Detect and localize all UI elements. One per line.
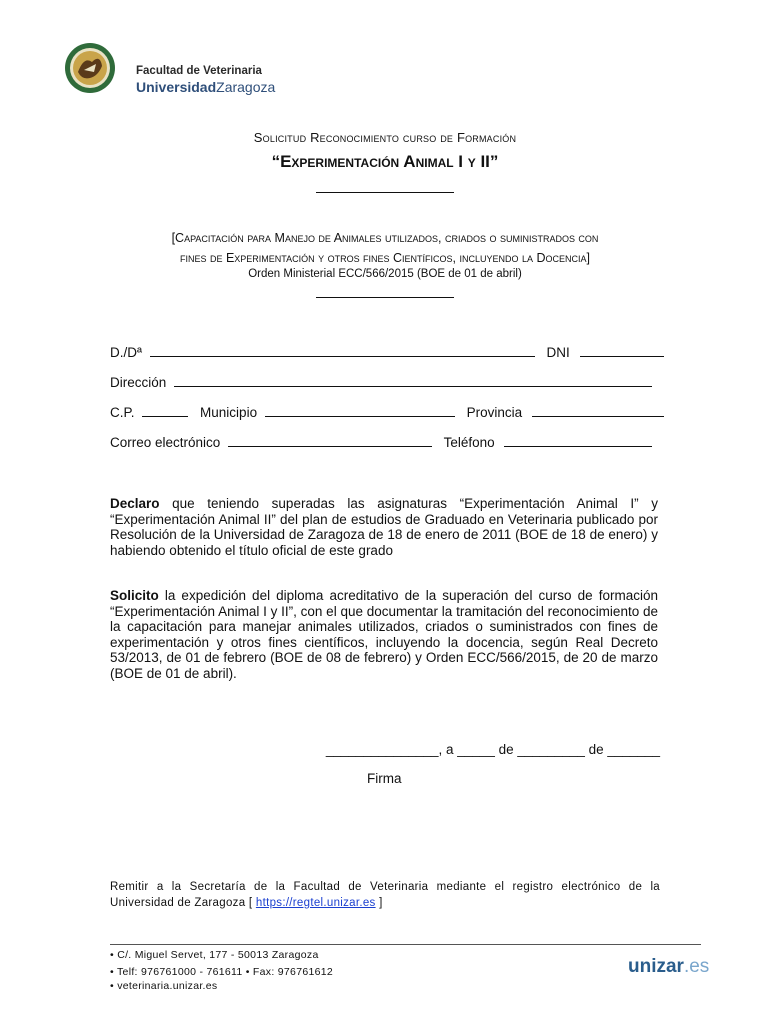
phone-label: Teléfono [443, 435, 495, 450]
dni-field[interactable] [580, 346, 664, 357]
phone-field[interactable] [504, 436, 652, 447]
provincia-field[interactable] [532, 406, 664, 417]
faculty-name: Facultad de Veterinaria [136, 65, 262, 77]
location-row [110, 405, 664, 420]
date-place-line[interactable]: _______________, a _____ de _________ de _______ [325, 742, 660, 757]
ministerial-order: Orden Ministerial ECC/566/2015 (BOE de 01 de abril) [248, 268, 522, 280]
subtitle-divider [316, 297, 454, 298]
cp-label: C.P. [110, 405, 135, 420]
municipio-field[interactable] [265, 406, 455, 417]
title-divider [316, 192, 454, 193]
contact-row [110, 435, 652, 450]
address-row [110, 375, 652, 390]
name-label: D./Dª [110, 345, 142, 360]
email-label: Correo electrónico [110, 435, 221, 450]
address-field[interactable] [174, 376, 652, 387]
footer-phone: • Telf: 976761000 - 761611 • Fax: 976761612 [110, 966, 334, 978]
footer-web: • veterinaria.unizar.es [110, 980, 218, 992]
address-label: Dirección [110, 375, 167, 390]
regtel-link[interactable]: https://regtel.unizar.es [255, 897, 376, 909]
document-title: Solicitud Reconocimiento curso de Formación [253, 130, 517, 145]
municipio-label: Municipio [200, 405, 258, 420]
email-field[interactable] [228, 436, 432, 447]
footer-divider [110, 944, 701, 945]
capacitation-description: [Capacitación para Manejo de Animales utilizados, criados o suministrados con fines de Experimentación y otros fines Científicos, incluyendo la Docencia] [171, 231, 599, 265]
signature-label: Firma [367, 771, 402, 786]
remit-instructions: Remitir a la Secretaría de la Facultad de Veterinaria mediante el registro electrónico de la Universidad de Zaragoza [ https://regtel.unizar.es ] [110, 881, 660, 909]
faculty-seal-logo [62, 42, 118, 94]
declaration-paragraph: Declaro que teniendo superadas las asignaturas “Experimentación Animal I” y “Experimentación Animal II” del plan de estudios de Graduado en Veterinaria publicado por Resolución de la Universidad de Zaragoza de 18 de enero de 2011 (BOE de 18 de enero) y habiendo obtenido el título oficial de este grado [110, 496, 658, 558]
course-title: “Experimentación Animal I y II” [271, 152, 499, 171]
request-paragraph: Solicito la expedición del diploma acreditativo de la superación del curso de formación “Experimentación Animal I y II”, con el que documentar la tramitación del reconocimiento de la capacitación para manejar animales utilizados, criados o suministrados con fines de experimentación y otros fines científicos, incluyendo la docencia, según Real Decreto 53/2013, de 01 de febrero (BOE de 08 de febrero) y Orden ECC/566/2015, de 20 de marzo (BOE de 01 de abril). [110, 588, 658, 681]
dni-label: DNI [546, 345, 570, 360]
footer-address: • C/. Miguel Servet, 177 - 50013 Zaragoza [110, 949, 319, 961]
name-row [110, 345, 664, 360]
name-field[interactable] [150, 346, 535, 357]
provincia-label: Provincia [466, 405, 523, 420]
cp-field[interactable] [142, 406, 188, 417]
unizar-brand-logo: unizar.es [628, 956, 710, 977]
university-name: UniversidadZaragoza [136, 79, 276, 95]
